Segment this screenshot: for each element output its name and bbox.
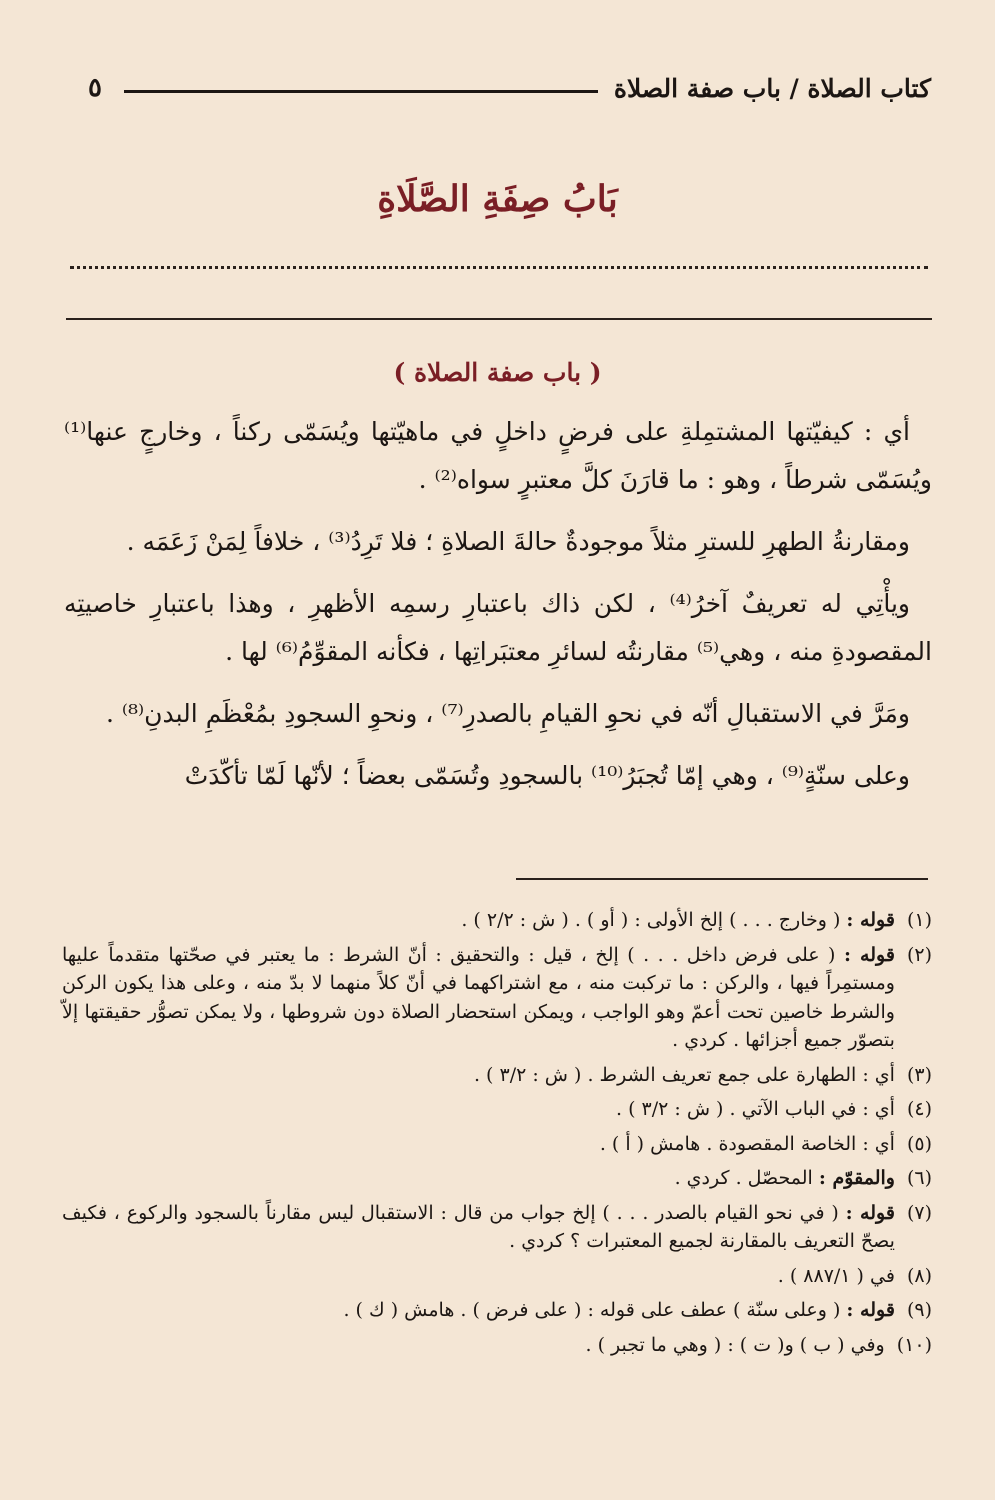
footnote-text: أي : الطهارة على جمع تعريف الشرط . ( ش : ٣/٢ ) . [473, 1063, 895, 1086]
footnote-number: (٣) [906, 1063, 932, 1086]
footnote-label: قوله : [845, 1201, 895, 1224]
paragraph: ومقارنةُ الطهرِ للسترِ مثلاً موجودةٌ حالةَ الصلاةِ ؛ فلا تَرِدُ⁽³⁾ ، خلافاً لِمَنْ زَعَمَه . [126, 527, 910, 556]
footnote [62, 1095, 932, 1124]
running-header [88, 68, 931, 108]
paragraph: ومَرَّ في الاستقبالِ أنّه في نحوِ القيامِ بالصدرِ⁽⁷⁾ ، ونحوِ السجودِ بمُعْظَمِ البدنِ⁽⁸⁾ . [105, 699, 910, 728]
footnote-number: (٢) [906, 943, 932, 966]
footnote-text: أي : في الباب الآتي . ( ش : ٣/٢ ) . [616, 1098, 895, 1120]
chapter-title: بَابُ صِفَةِ الصَّلَاةِ [377, 178, 618, 220]
page-number: ٥ [88, 73, 102, 103]
paragraph: أي : كيفيّتها المشتمِلةِ على فرضٍ داخلٍ في ماهيّتها ويُسَمّى ركناً ، وخارجٍ عنها⁽¹⁾ ويُسَمّى شرطاً ، وهو : ما قارَنَ كلَّ معتبرٍ سواه⁽²⁾ . [64, 417, 932, 494]
running-title: كتاب الصلاة / باب صفة الصلاة [613, 73, 931, 103]
header-rule [124, 90, 598, 93]
footnotes [62, 906, 932, 1365]
footnote [62, 1130, 932, 1159]
footnote-text: أي : الخاصة المقصودة . هامش ( أ ) . [599, 1132, 895, 1155]
footnote-text: ( وخارج . . . ) إلخ الأولى : ( أو ) . ( ش : ٢/٢ ) . [461, 909, 841, 931]
section-heading: ( باب صفة الصلاة ) [393, 358, 602, 387]
footnote-number: (٤) [906, 1098, 932, 1120]
dotted-divider [70, 266, 928, 269]
solid-divider [66, 318, 932, 320]
footnote-label: قوله : [846, 909, 895, 931]
footnote-number: (١٠) [896, 1333, 932, 1356]
footnote-number: (١) [906, 909, 932, 931]
footnote [62, 941, 932, 1055]
paragraph: ويأْتِي له تعريفٌ آخرُ⁽⁴⁾ ، لكن ذاك باعتبارِ رسمِه الأظهرِ ، وهذا باعتبارِ خاصيتِه المقصودةِ منه ، وهي⁽⁵⁾ مقارنتُه لسائرِ معتبَراتِها ، فكأنه المقوِّمُ⁽⁶⁾ لها . [64, 589, 932, 666]
footnote [62, 1199, 932, 1256]
footnote-text: ( على فرض داخل . . . ) إلخ ، قيل : والتحقيق : أنّ الشرط : ما يعتبر في صحّتها متقدماً عليها ومستمِراً فيها ، والركن : ما تركبت منه ، مع اشتراكهما في أنّ كلاً منهما لا بدّ منه ، وعلى هذا يكون الركن والشرط خاصين تحت أعمّ وهو الواجب ، ويمكن استحضار الصلاة دون شروطها ، ولا يمكن تصوُّر حقيقتها إلاّ بتصوّر جميع أجزائها . كردي . [62, 943, 895, 1051]
footnote-label: قوله : [846, 1299, 895, 1321]
footnote-label: قوله : [843, 943, 895, 966]
footnote-number: (٨) [906, 1264, 932, 1287]
footnote [62, 906, 932, 935]
footnote [62, 1262, 932, 1291]
footnote-text: ( في نحو القيام بالصدر . . . ) إلخ جواب من قال : الاستقبال ليس مقارناً بالسجود والركوع ، فكيف يصحّ التعريف بالمقارنة لجميع المعتبرات ؟ كردي . [62, 1201, 895, 1252]
footnote-text: المحصّل . كردي . [674, 1167, 813, 1189]
main-text [64, 408, 932, 814]
footnote-label: والمقوّم : [818, 1167, 895, 1189]
footnote-number: (٥) [906, 1132, 932, 1155]
footnote [62, 1296, 932, 1325]
footnote-number: (٧) [906, 1201, 932, 1224]
footnote [62, 1061, 932, 1090]
footnote-text: وفي ( ب ) و( ت ) : ( وهي ما تجبر ) . [585, 1333, 885, 1356]
footnote [62, 1164, 932, 1193]
paragraph: وعلى سنّةٍ⁽⁹⁾ ، وهي إمّا تُجبَرُ⁽¹⁰⁾ بالسجودِ وتُسَمّى بعضاً ؛ لأنّها لَمّا تأكّدَتْ [184, 761, 910, 790]
footnote [62, 1331, 932, 1360]
footnote-number: (٦) [906, 1167, 932, 1189]
footnote-text: في ( ٨٨٧/١ ) . [777, 1264, 895, 1287]
footnote-text: ( وعلى سنّة ) عطف على قوله : ( على فرض ) . هامش ( ك ) . [343, 1299, 841, 1321]
footnote-number: (٩) [906, 1299, 932, 1321]
footnote-separator [516, 878, 928, 880]
